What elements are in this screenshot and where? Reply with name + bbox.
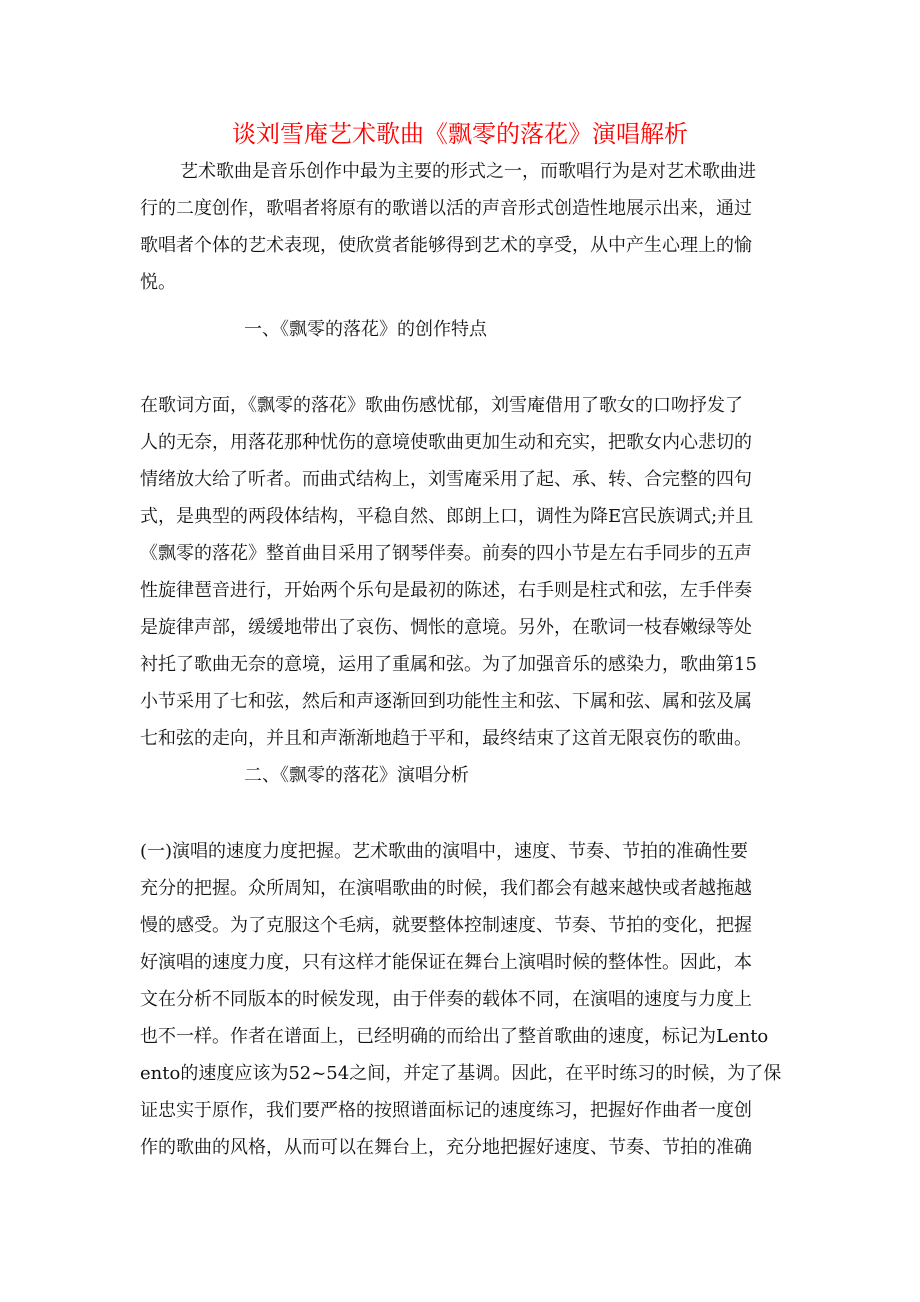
section2-line: 慢的感受。为了克服这个毛病，就要整体控制速度、节奏、节拍的变化，把握 [140,915,752,936]
section1-line: 式，是典型的两段体结构，平稳自然、郎朗上口，调性为降E宫民族调式;并且 [140,506,754,527]
section1-line: 是旋律声部，缓缓地带出了哀伤、惆怅的意境。另外，在歌词一枝春嫩绿等处 [140,617,752,638]
section-heading-1: 一、《飘零的落花》的创作特点 [244,319,487,340]
section1-line: 《飘零的落花》整首曲目采用了钢琴伴奏。前奏的四小节是左右手同步的五声 [140,543,752,564]
section2-line: (一)演唱的速度力度把握。艺术歌曲的演唱中，速度、节奏、节拍的准确性要 [140,841,749,862]
section2-line: 证忠实于原作，我们要严格的按照谱面标记的速度练习，把握好作曲者一度创 [140,1100,752,1121]
section1-line: 情绪放大给了听者。而曲式结构上，刘雪庵采用了起、承、转、合完整的四句 [140,469,752,490]
section-heading-2: 二、《飘零的落花》演唱分析 [244,765,469,786]
section2-line: 作的歌曲的风格，从而可以在舞台上，充分地把握好速度、节奏、节拍的准确 [140,1137,752,1158]
section2-line: 文在分析不同版本的时候发现，由于伴奏的载体不同，在演唱的速度与力度上 [140,989,752,1010]
section2-line: 也不一样。作者在谱面上，已经明确的而给出了整首歌曲的速度，标记为Lento [140,1026,769,1047]
section1-line: 人的无奈，用落花那种忧伤的意境使歌曲更加生动和充实，把歌女内心悲切的 [140,432,752,453]
section2-line: ento的速度应该为52~54之间，并定了基调。因此，在平时练习的时候，为了保 [140,1063,782,1084]
intro-line: 艺术歌曲是音乐创作中最为主要的形式之一，而歌唱行为是对艺术歌曲进 [180,161,756,182]
section2-line: 好演唱的速度力度，只有这样才能保证在舞台上演唱时候的整体性。因此，本 [140,952,752,973]
section1-line: 七和弦的走向，并且和声渐渐地趋于平和，最终结束了这首无限哀伤的歌曲。 [140,728,752,749]
section1-line: 衬托了歌曲无奈的意境，运用了重属和弦。为了加强音乐的感染力，歌曲第15 [140,654,757,675]
intro-line: 悦。 [140,272,176,293]
intro-line: 歌唱者个体的艺术表现，使欣赏者能够得到艺术的享受，从中产生心理上的愉 [140,235,752,256]
section1-line: 性旋律琶音进行，开始两个乐句是最初的陈述，右手则是柱式和弦，左手伴奏 [140,580,752,601]
intro-line: 行的二度创作，歌唱者将原有的歌谱以活的声音形式创造性地展示出来，通过 [140,198,752,219]
section1-line: 小节采用了七和弦，然后和声逐渐回到功能性主和弦、下属和弦、属和弦及属 [140,691,752,712]
section1-line: 在歌词方面，《飘零的落花》歌曲伤感忧郁，刘雪庵借用了歌女的口吻抒发了 [140,395,743,416]
page-title: 谈刘雪庵艺术歌曲《飘零的落花》演唱解析 [232,120,688,148]
section2-line: 充分的把握。众所周知，在演唱歌曲的时候，我们都会有越来越快或者越拖越 [140,878,752,899]
